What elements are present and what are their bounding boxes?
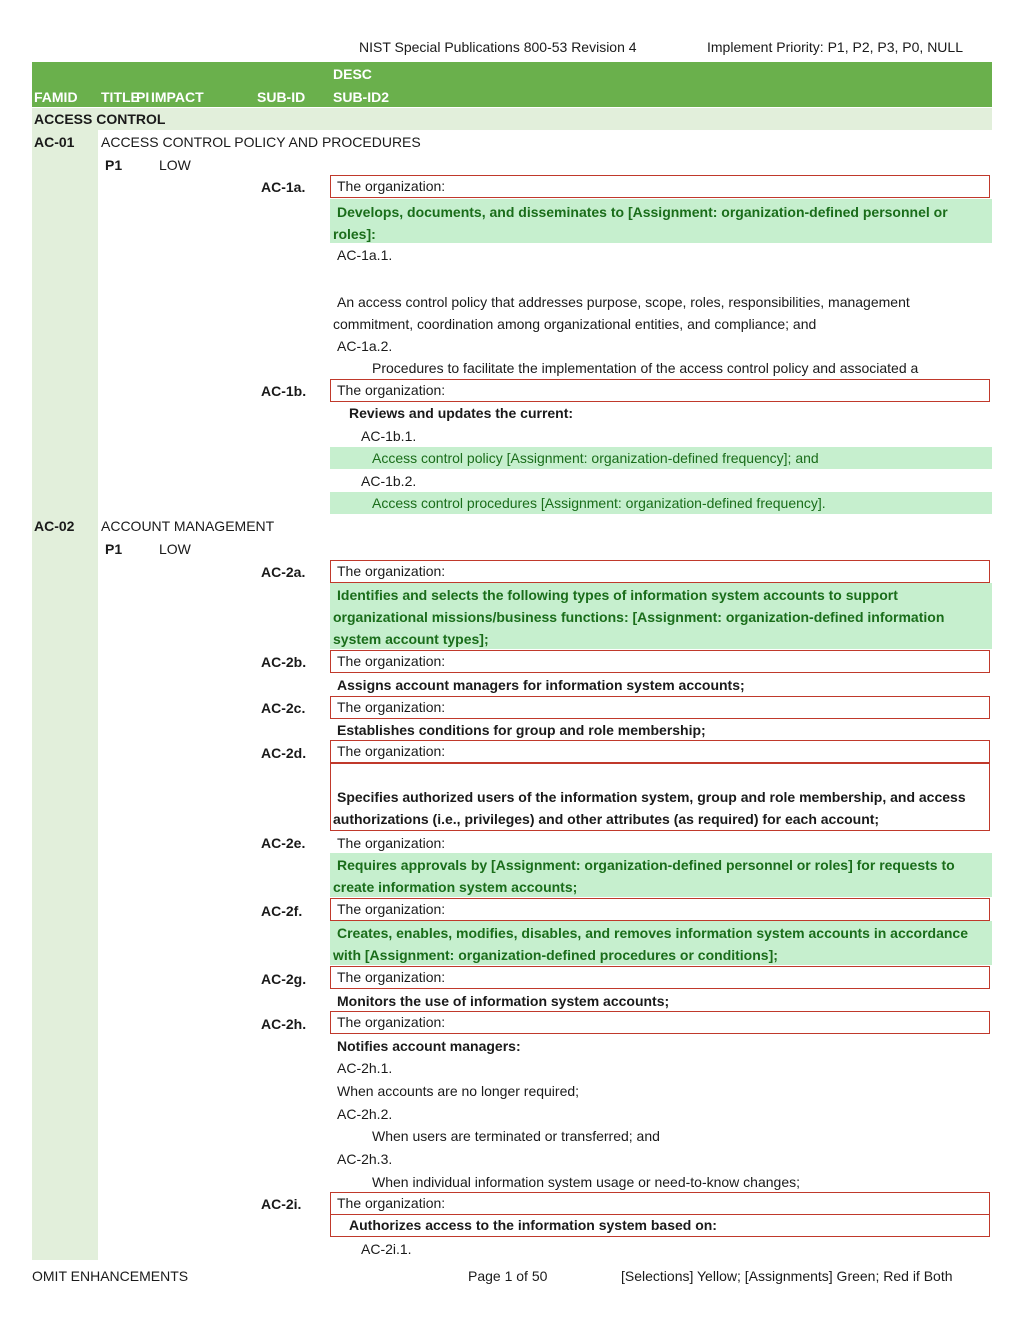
- subid-ac2i: AC-2i.: [261, 1196, 302, 1212]
- subid2-ac1b1: AC-1b.1.: [361, 428, 417, 444]
- text-ac1b1: Access control policy [Assignment: organization-defined frequency]; and: [372, 450, 819, 466]
- org-text: The organization:: [337, 1014, 446, 1030]
- assignment-ac1b2: [330, 492, 992, 514]
- family-name: ACCESS CONTROL: [34, 111, 166, 127]
- desc-ac2i: Authorizes access to the information system based on:: [349, 1217, 717, 1233]
- column-header-bar: [32, 62, 992, 107]
- subid2-ac1a2: AC-1a.2.: [337, 338, 393, 354]
- col-impact: IMPACT: [151, 89, 204, 105]
- page-number: Page 1 of 50: [468, 1268, 548, 1284]
- desc-ac2e: Requires approvals by [Assignment: organization-defined personnel or roles] for requests to create information system accounts;: [333, 857, 955, 895]
- text-ac2h1: When accounts are no longer required;: [337, 1083, 580, 1099]
- org-text: The organization:: [337, 699, 446, 715]
- subid-ac2d: AC-2d.: [261, 745, 307, 761]
- desc-ac1a: Develops, documents, and disseminates to [Assignment: organization-defined personnel or roles]:: [333, 204, 948, 242]
- org-text: The organization:: [337, 1195, 446, 1211]
- text-ac2h3: When individual information system usage or need-to-know changes;: [372, 1174, 801, 1190]
- org-text: The organization:: [337, 743, 446, 759]
- desc-ac2g: Monitors the use of information system accounts;: [337, 993, 670, 1009]
- desc-ac2h: Notifies account managers:: [337, 1038, 521, 1054]
- priority-ac02: P1: [105, 541, 123, 557]
- subid-ac2c: AC-2c.: [261, 700, 306, 716]
- col-subid2: SUB-ID2: [333, 89, 390, 105]
- publication-title: NIST Special Publications 800-53 Revision 4: [359, 39, 637, 55]
- subid2-ac2h3: AC-2h.3.: [337, 1151, 393, 1167]
- subid2-ac2i1: AC-2i.1.: [361, 1241, 412, 1257]
- org-text: The organization:: [337, 382, 446, 398]
- subid-ac2g: AC-2g.: [261, 971, 307, 987]
- famid-column-shade: [32, 130, 98, 1260]
- assignment-ac2e: [330, 853, 992, 897]
- assignment-ac2f: [330, 921, 992, 965]
- subid-ac2f: AC-2f.: [261, 903, 303, 919]
- org-box-ac2g: [330, 966, 990, 989]
- org-text: The organization:: [337, 969, 446, 985]
- org-box-ac2h: [330, 1011, 990, 1034]
- org-text: The organization:: [337, 901, 446, 917]
- org-text: The organization:: [337, 653, 446, 669]
- desc-ac2f: Creates, enables, modifies, disables, and removes information system accounts in accordance with [Assignment: organization-defined procedures or conditions];: [333, 925, 969, 963]
- org-box-ac2a: [330, 560, 990, 583]
- col-title: TITLE: [101, 89, 140, 105]
- subid2-ac1b2: AC-1b.2.: [361, 473, 417, 489]
- subid-ac1b: AC-1b.: [261, 383, 307, 399]
- control-title-ac01: ACCESS CONTROL POLICY AND PROCEDURES: [101, 134, 421, 150]
- desc-box-ac2d: [330, 763, 990, 831]
- control-title-ac02: ACCOUNT MANAGEMENT: [101, 518, 275, 534]
- desc-ac1b: Reviews and updates the current:: [349, 405, 574, 421]
- priority-ac01: P1: [105, 157, 123, 173]
- text-ac2h2: When users are terminated or transferred; and: [372, 1128, 660, 1144]
- text-ac1a2: Procedures to facilitate the implementation of the access control policy and associated a: [372, 360, 919, 376]
- control-id-ac01: AC-01: [34, 134, 75, 150]
- control-id-ac02: AC-02: [34, 518, 75, 534]
- subid2-ac2h2: AC-2h.2.: [337, 1106, 393, 1122]
- subid2-ac2h1: AC-2h.1.: [337, 1060, 393, 1076]
- col-pri: PI: [136, 89, 150, 105]
- priority-legend: Implement Priority: P1, P2, P3, P0, NULL: [707, 39, 963, 55]
- color-legend: [Selections] Yellow; [Assignments] Green; Red if Both: [621, 1268, 953, 1284]
- impact-ac01: LOW: [159, 157, 191, 173]
- org-text: The organization:: [337, 178, 446, 194]
- subid-ac2a: AC-2a.: [261, 564, 306, 580]
- text-ac1b2: Access control procedures [Assignment: organization-defined frequency].: [372, 495, 826, 511]
- subid-ac2h: AC-2h.: [261, 1016, 307, 1032]
- org-box-ac1b: [330, 379, 990, 402]
- desc-ac2d: Specifies authorized users of the information system, group and role membership, and access authorizations (i.e., privileges) and other attributes (as required) for each account;: [333, 789, 966, 827]
- assignment-ac1b1: [330, 447, 992, 469]
- org-box-ac2d: [330, 740, 990, 763]
- org-text: The organization:: [337, 563, 446, 579]
- family-band: [32, 108, 992, 130]
- col-famid: FAMID: [34, 89, 78, 105]
- org-text-ac2e: The organization:: [337, 835, 446, 851]
- impact-ac02: LOW: [159, 541, 191, 557]
- col-subid: SUB-ID: [257, 89, 306, 105]
- text-ac1a1: An access control policy that addresses purpose, scope, roles, responsibilities, management commitment, coordination among organizational entities, and compliance; and: [333, 294, 910, 332]
- desc-ac2c: Establishes conditions for group and role membership;: [337, 722, 706, 738]
- desc-box-ac2i: [330, 1214, 990, 1237]
- subid2-ac1a1: AC-1a.1.: [337, 247, 393, 263]
- org-box-ac2b: [330, 650, 990, 673]
- subid-ac2e: AC-2e.: [261, 835, 306, 851]
- desc-ac2b: Assigns account managers for information system accounts;: [337, 677, 745, 693]
- desc-ac2a: Identifies and selects the following types of information system accounts to support organizational missions/business functions: [Assignment: organization-defined information system account types];: [333, 587, 945, 647]
- assignment-ac1a: [330, 199, 992, 243]
- col-desc: DESC: [333, 66, 372, 82]
- org-box-ac1a: [330, 175, 990, 198]
- subid-ac2b: AC-2b.: [261, 654, 307, 670]
- org-box-ac2c: [330, 696, 990, 719]
- org-box-ac2f: [330, 898, 990, 921]
- assignment-ac2a: [330, 583, 992, 649]
- subid-ac1a: AC-1a.: [261, 179, 306, 195]
- footer-note: OMIT ENHANCEMENTS: [32, 1268, 189, 1284]
- org-box-ac2i: [330, 1192, 990, 1215]
